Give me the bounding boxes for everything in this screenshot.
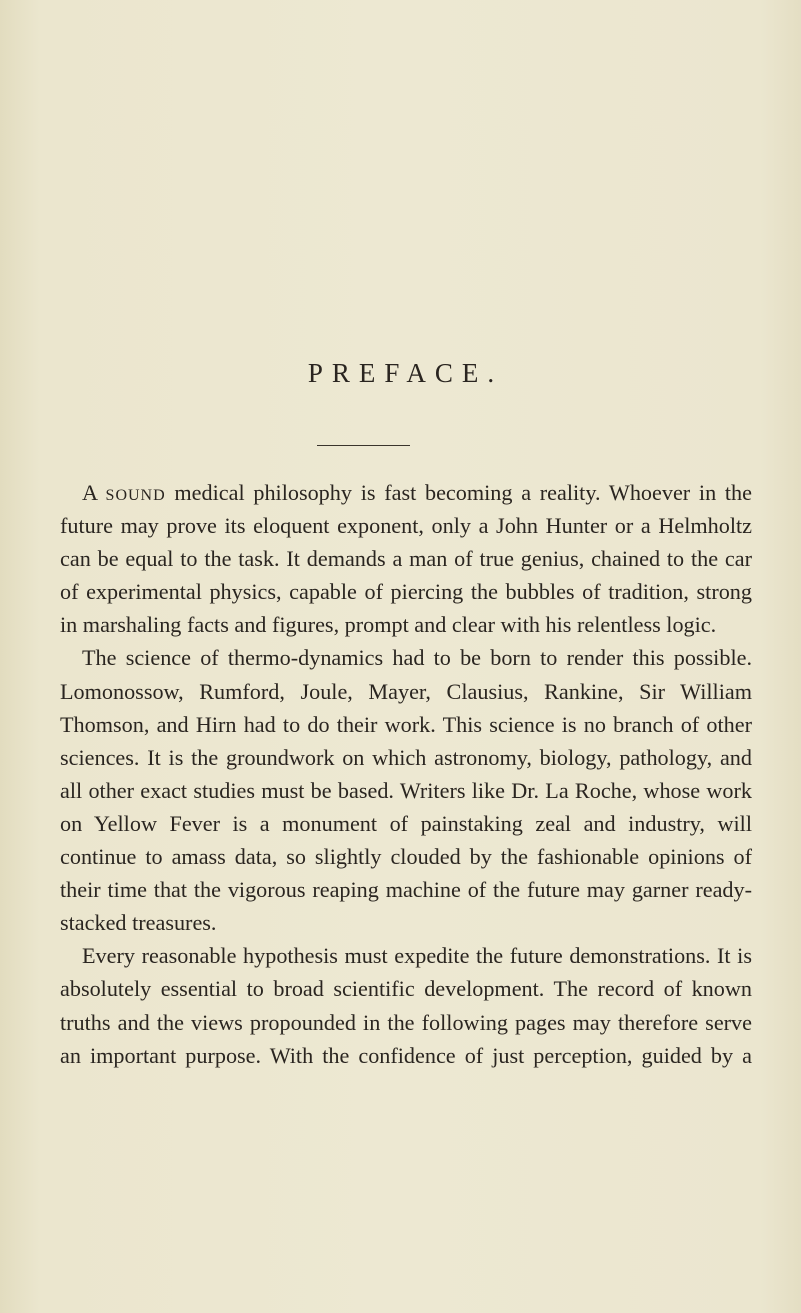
preface-body bbox=[60, 476, 752, 1072]
title-divider bbox=[317, 445, 410, 446]
paragraph-1-smallcaps: sound bbox=[105, 480, 166, 505]
paragraph-2: The science of thermo-dynamics had to be born to render this possible. Lomonossow, Rumford, Joule, Mayer, Clausius, Rankine, Sir William Thomson, and Hirn had to do their work. This science is no branch of other sciences. It is the groundwork on which astronomy, biology, pathology, and all other exact studies must be based. Writers like Dr. La Roche, whose work on Yellow Fever is a monument of painstaking zeal and industry, will continue to amass data, so slightly clouded by the fashionable opinions of their time that the vigorous reaping machine of the future may garner ready-stacked treasures. bbox=[60, 645, 752, 936]
paragraph-1-text: medical philosophy is fast becoming a reality. Whoever in the future may prove its eloquent exponent, only a John Hunter or a Helmholtz can be equal to the task. It demands a man of true genius, chained to the car of experimental physics, capable of piercing the bubbles of tradition, strong in marshaling facts and figures, prompt and clear with his relentless logic. bbox=[60, 480, 752, 638]
paragraph-1-lead: A bbox=[82, 480, 97, 505]
paragraph-1 bbox=[60, 476, 752, 641]
paragraph-3: Every reasonable hypothesis must expedite the future demonstrations. It is absolutely essential to broad scientific development. The record of known truths and the views propounded in the following pages may therefore serve an important purpose. With the confidence of just perception, guided by a bbox=[60, 943, 752, 1068]
page-title: PREFACE. bbox=[307, 358, 504, 388]
